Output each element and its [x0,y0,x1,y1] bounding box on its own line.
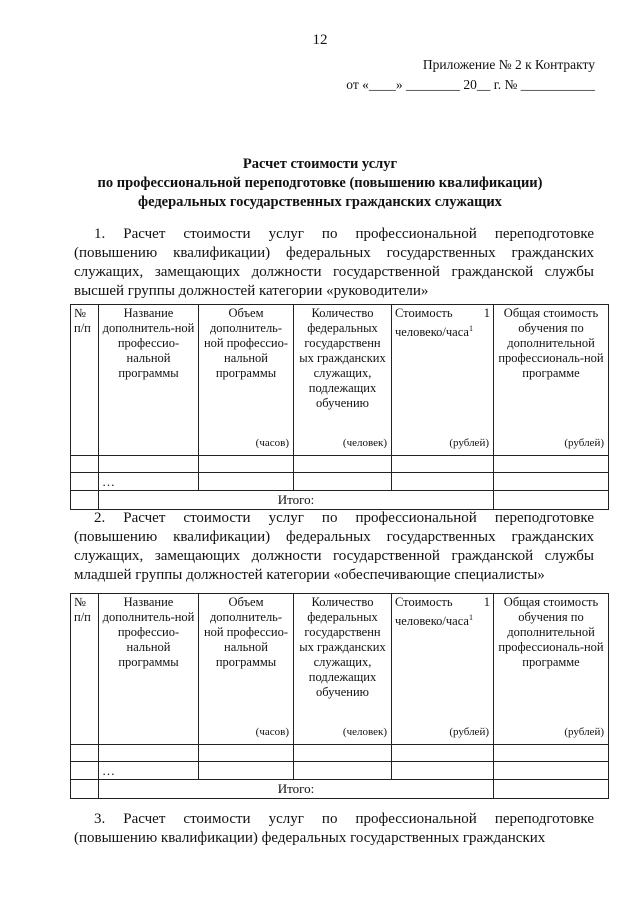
col-employee-count-header: Количество федеральных государственн ых гражданских служащих, подлежащих обучению (человек) [294,594,392,745]
unit-rubles: (рублей) [564,437,604,449]
unit-people: (человек) [342,437,387,449]
col-total-cost-header: Общая стоимость обучения по дополнительной профессиональ-ной программе (рублей) [494,594,609,745]
unit-rubles: (рублей) [449,437,489,449]
unit-people: (человек) [342,726,387,738]
total-row [71,780,609,799]
total-label: Итого: [99,491,494,510]
unit-rubles: (рублей) [449,726,489,738]
col-program-volume-header: Объем дополнитель-ной профессио-нальной программы (часов) [199,305,294,456]
section-1-text: 1. Расчет стоимости услуг по профессиональной переподготовке (повышению квалификации) федеральных государственных гражданских служащих, замещающих должности государственной гражданской службы высшей группы должностей категории «руководители» [74,226,594,299]
table-row [71,762,609,780]
title-line-2: по профессиональной переподготовке (повышению квалификации) [97,175,543,191]
section-2-text: 2. Расчет стоимости услуг по профессиональной переподготовке (повышению квалификации) федеральных государственных гражданских служащих, замещающих должности государственной гражданской службы младшей группы должностей категории «обеспечивающие специалисты» [74,510,594,583]
ellipsis-cell: … [99,473,199,491]
appendix-header [346,55,595,95]
table-row [71,745,609,762]
col-program-name-header: Название дополнитель-ной профессио-нальной программы [99,305,199,456]
col-total-cost-header: Общая стоимость обучения по дополнительной профессиональ-ной программе (рублей) [494,305,609,456]
unit-hours: (часов) [255,437,289,449]
col-number-header: № п/п [71,594,99,745]
col-program-name-header: Название дополнитель-ной профессио-нальной программы [99,594,199,745]
table-header-row [71,305,609,456]
table-row [71,456,609,473]
unit-rubles: (рублей) [564,726,604,738]
contract-date-line: от «____» ________ 20__ г. № ___________ [346,77,595,92]
col-number-header: № п/п [71,305,99,456]
appendix-line: Приложение № 2 к Контракту [422,57,595,72]
document-title [0,155,640,212]
section-3-text: 3. Расчет стоимости услуг по профессиональной переподготовке (повышению квалификации) федеральных государственных гражданских [74,811,594,846]
total-label: Итого: [99,780,494,799]
total-row [71,491,609,510]
page-number: 12 [312,32,328,48]
col-employee-count-header: Количество федеральных государственн ых гражданских служащих, подлежащих обучению (человек) [294,305,392,456]
footnote-mark: 1 [468,613,473,622]
cost-table-1 [70,304,609,510]
title-line-3: федеральных государственных гражданских служащих [138,194,502,210]
cost-table-2 [70,593,609,799]
col-cost-per-hour-header: Стоимость 1 человеко/часа$^1$ (рублей) [392,305,494,456]
col-program-volume-header: Объем дополнитель-ной профессио-нальной программы (часов) [199,594,294,745]
col-cost-per-hour-header: Стоимость 1 человеко/часа$^1$ (рублей) [392,594,494,745]
title-line-1: Расчет стоимости услуг [242,156,398,172]
unit-hours: (часов) [255,726,289,738]
ellipsis-cell: … [99,762,199,780]
table-header-row [71,594,609,745]
table-row [71,473,609,491]
footnote-mark: 1 [468,324,473,333]
